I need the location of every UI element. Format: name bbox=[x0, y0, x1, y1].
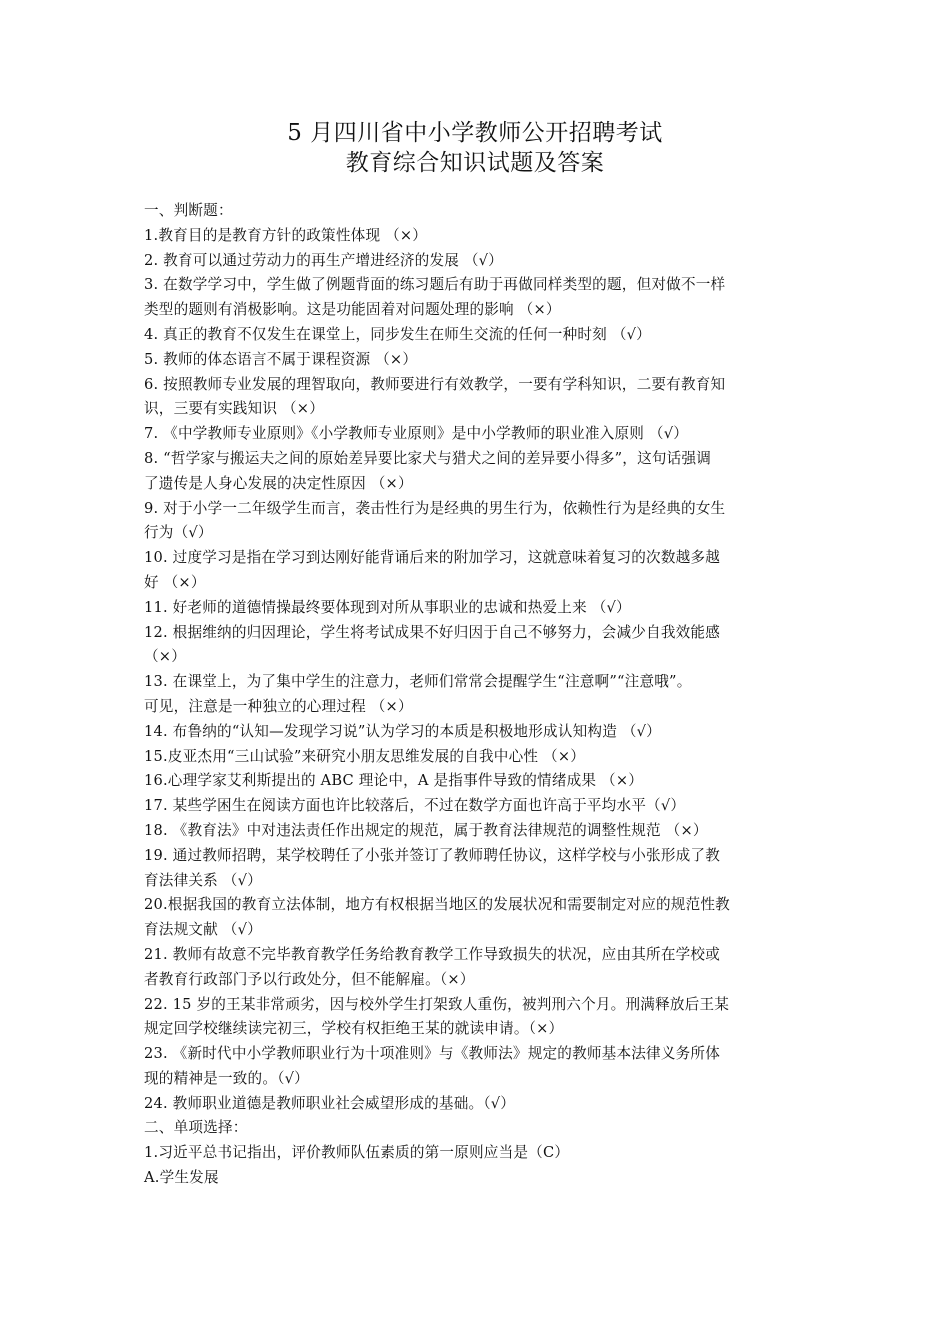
text-line: 现的精神是一致的。（√） bbox=[144, 1069, 309, 1087]
document-title bbox=[0, 118, 950, 178]
text-line: 23. 《新时代中小学教师职业行为十项准则》与《教师法》规定的教师基本法律义务所体 bbox=[144, 1045, 721, 1063]
title-line-1: 5 月四川省中小学教师公开招聘考试 bbox=[287, 120, 663, 146]
text-line: 7. 《中学教师专业原则》《小学教师专业原则》是中小学教师的职业准入原则 （√） bbox=[144, 425, 688, 443]
text-line: A.学生发展 bbox=[144, 1169, 219, 1187]
text-line: 规定回学校继续读完初三，学校有权拒绝王某的就读申请。（×） bbox=[144, 1020, 564, 1038]
text-line: 了遗传是人身心发展的决定性原因 （×） bbox=[144, 474, 413, 492]
text-line: （×） bbox=[144, 648, 187, 666]
text-line: 16.心理学家艾利斯提出的 ABC 理论中，A 是指事件导致的情绪成果 （×） bbox=[144, 772, 644, 790]
text-line: 6. 按照教师专业发展的理智取向，教师要进行有效教学，一要有学科知识，二要有教育知 bbox=[144, 375, 726, 393]
text-line: 5. 教师的体态语言不属于课程资源 （×） bbox=[144, 350, 418, 368]
text-line: 一、判断题： bbox=[144, 202, 233, 219]
text-line: 识，三要有实践知识 （×） bbox=[144, 400, 324, 418]
text-line: 育法律关系 （√） bbox=[144, 871, 262, 889]
text-line: 11. 好老师的道德情操最终要体现到对所从事职业的忠诚和热爱上来 （√） bbox=[144, 598, 631, 616]
text-line: 可见，注意是一种独立的心理过程 （×） bbox=[144, 697, 413, 715]
text-line: 24. 教师职业道德是教师职业社会威望形成的基础。（√） bbox=[144, 1094, 516, 1112]
text-line: 19. 通过教师招聘，某学校聘任了小张并签订了教师聘任协议，这样学校与小张形成了教 bbox=[144, 846, 721, 864]
text-line: 1.教育目的是教育方针的政策性体现 （×） bbox=[144, 226, 428, 244]
text-line: 好 （×） bbox=[144, 573, 206, 591]
text-line: 21. 教师有故意不完毕教育教学任务给教育教学工作导致损失的状况，应由其所在学校或 bbox=[144, 945, 721, 963]
text-line: 8. “哲学家与搬运夫之间的原始差异要比家犬与猎犬之间的差异要小得多”，这句话强调 bbox=[144, 449, 712, 467]
text-line: 15.皮亚杰用“三山试验”来研究小朋友思维发展的自我中心性 （×） bbox=[144, 747, 586, 765]
text-line: 3. 在数学学习中，学生做了例题背面的练习题后有助于再做同样类型的题，但对做不一样 bbox=[144, 276, 726, 294]
title-line-2: 教育综合知识试题及答案 bbox=[345, 150, 605, 176]
text-line: 13. 在课堂上，为了集中学生的注意力，老师们常常会提醒学生“注意啊”“注意哦”。 bbox=[144, 673, 692, 691]
text-line: 二、单项选择： bbox=[144, 1119, 248, 1137]
text-line: 9. 对于小学一二年级学生而言，袭击性行为是经典的男生行为，依赖性行为是经典的女生 bbox=[144, 499, 726, 517]
text-line: 育法规文献 （√） bbox=[144, 921, 262, 939]
text-line: 类型的题则有消极影响。这是功能固着对问题处理的影响 （×） bbox=[144, 301, 561, 319]
text-line: 4. 真正的教育不仅发生在课堂上，同步发生在师生交流的任何一种时刻 （√） bbox=[144, 325, 651, 343]
text-line: 2. 教育可以通过劳动力的再生产增进经济的发展 （√） bbox=[144, 251, 503, 269]
document-body bbox=[144, 199, 812, 1191]
text-line: 17. 某些学困生在阅读方面也许比较落后，不过在数学方面也许高于平均水平（√） bbox=[144, 797, 686, 815]
text-line: 12. 根据维纳的归因理论，学生将考试成果不好归因于自己不够努力，会减少自我效能感 bbox=[144, 623, 721, 641]
text-line: 14. 布鲁纳的“认知—发现学习说”认为学习的本质是积极地形成认知构造 （√） bbox=[144, 722, 661, 740]
text-line: 行为（√） bbox=[144, 524, 213, 542]
text-line: 1.习近平总书记指出，评价教师队伍素质的第一原则应当是（C） bbox=[144, 1144, 570, 1162]
text-line: 者教育行政部门予以行政处分，但不能解雇。（×） bbox=[144, 970, 475, 988]
text-line: 20.根据我国的教育立法体制，地方有权根据当地区的发展状况和需要制定对应的规范性教 bbox=[144, 896, 730, 914]
text-line: 22. 15 岁的王某非常顽劣，因与校外学生打架致人重伤，被判刑六个月。刑满释放后王某 bbox=[144, 995, 730, 1013]
text-line: 10. 过度学习是指在学习到达刚好能背诵后来的附加学习，这就意味着复习的次数越多越 bbox=[144, 549, 721, 567]
text-line: 18. 《教育法》中对违法责任作出规定的规范，属于教育法律规范的调整性规范 （×） bbox=[144, 821, 708, 839]
